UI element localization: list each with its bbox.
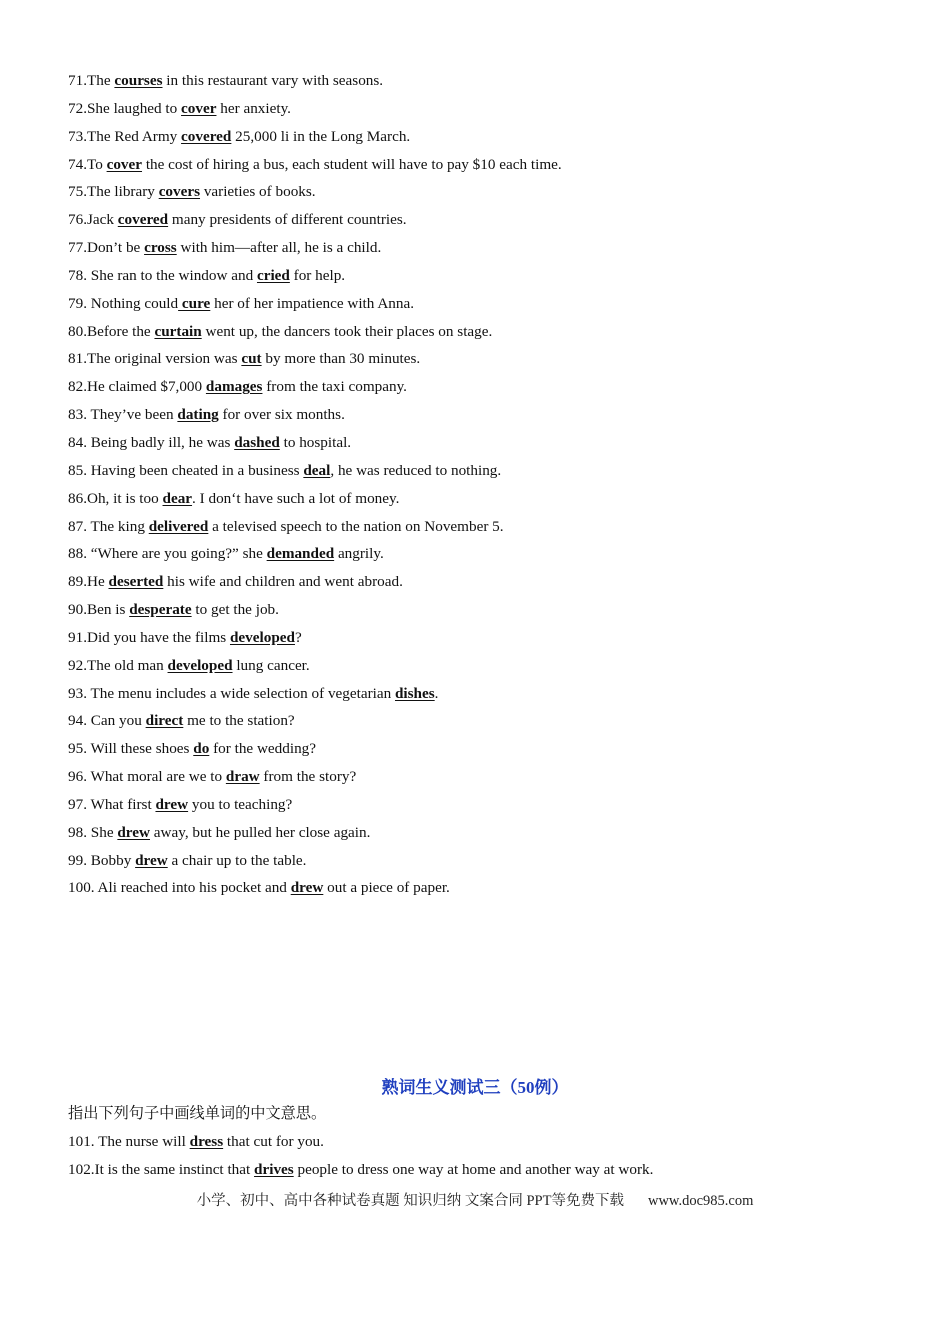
sentence-text: me to the station? [183,712,295,730]
sentence-line [68,98,908,126]
sentence-text: 72.She laughed to [68,99,182,117]
sentence-text: went up, the dancers took their places on stage. [201,322,493,340]
sentence-text: to hospital. [279,433,352,451]
sentence-line [68,376,908,404]
sentence-text: . I don‘t have such a lot of money. [192,489,400,507]
sentence-line [68,850,908,878]
sentence-line [68,209,908,237]
sentence-line [68,766,908,794]
underlined-keyword: drew [117,823,150,841]
underlined-keyword: covered [117,211,169,229]
sentence-text: angrily. [334,545,384,563]
sentence-line [68,404,908,432]
underlined-keyword: dear [162,489,193,507]
sentence-text: 79. Nothing could [68,294,179,312]
sentence-text: that cut for you. [223,1132,324,1150]
sentence-text: from the taxi company. [262,378,407,396]
sentence-line [68,738,908,766]
sentence-text: 101. The nurse will [68,1132,190,1150]
underlined-keyword: cure [178,294,211,312]
underlined-keyword: delivered [148,517,209,535]
sentence-line [68,460,908,488]
sentence-text: 71.The [68,72,115,89]
sentence-text: people to dress one way at home and another way at work. [293,1160,654,1178]
sentence-text: . [434,684,439,702]
underlined-keyword: damages [205,378,263,396]
underlined-keyword: dating [177,406,219,424]
sentence-text: to get the job. [191,601,279,619]
sentence-text: 75.The library [68,183,159,201]
sentence-text: 76.Jack [68,211,118,229]
sentence-text: 94. Can you [68,712,146,730]
underlined-keyword: cried [256,266,290,284]
sentence-line [68,265,908,293]
sentence-line [68,70,908,98]
sentence-line [68,1131,908,1159]
underlined-keyword: courses [114,72,163,89]
sentence-line [68,516,908,544]
instruction-text: 指出下列句子中画线单词的中文意思。 [68,1105,327,1122]
sentence-line [68,432,908,460]
sentence-line [68,571,908,599]
sentence-line [68,627,908,655]
sentence-text: 25,000 li in the Long March. [231,127,411,145]
underlined-keyword: dashed [234,433,280,451]
sentence-line [68,543,908,571]
sentence-line [68,683,908,711]
sentence-text: lung cancer. [232,656,310,674]
sentence-line [68,710,908,738]
underlined-keyword: deserted [108,573,164,591]
sentence-text: 98. She [68,823,118,841]
sentence-text: you to teaching? [188,795,293,813]
sentence-text: 91.Did you have the films [68,628,230,646]
sentence-text: by more than 30 minutes. [261,350,421,368]
sentence-text: from the story? [259,768,357,786]
footer-text: 小学、初中、高中各种试卷真题 知识归纳 文案合同 PPT等免费下载 [196,1193,624,1209]
underlined-keyword: drew [135,851,168,869]
underlined-keyword: deal [303,461,331,479]
sentence-line [68,1159,908,1187]
sentence-line [68,488,908,516]
sentence-text: 74.To [68,155,107,173]
underlined-keyword: cross [144,239,177,257]
footer-url: www.doc985.com [647,1193,754,1209]
footer [0,1191,950,1211]
underlined-keyword: drew [290,879,324,897]
sentence-text: 90.Ben is [68,601,130,619]
sentence-text: her of her impatience with Anna. [210,294,415,312]
sentence-line [68,599,908,627]
sentence-text: with him—after all, he is a child. [176,239,382,257]
sentence-line [68,348,908,376]
sentence-text: 86.Oh, it is too [68,489,163,507]
sentence-text: 87. The king [68,517,149,535]
sentence-line [68,794,908,822]
sentence-text: 102.It is the same instinct that [68,1160,255,1178]
sentence-text: 73.The Red Army [68,127,182,145]
sentence-text: 92.The old man [68,656,168,674]
sentence-text: 84. Being badly ill, he was [68,433,235,451]
sentence-text: 77.Don’t be [68,239,145,257]
sentence-list [68,70,908,905]
underlined-keyword: drew [155,795,189,813]
underlined-keyword: cover [181,99,217,117]
sentence-text: for over six months. [218,406,345,424]
sentence-list-2 [68,1103,908,1187]
sentence-text: a chair up to the table. [167,851,307,869]
sentence-line [68,655,908,683]
underlined-keyword: developed [167,656,233,674]
sentence-text: 88. “Where are you going?” she [68,545,267,563]
sentence-text: varieties of books. [200,183,316,201]
sentence-line [68,321,908,349]
underlined-keyword: curtain [154,322,202,340]
underlined-keyword: demanded [266,545,335,563]
sentence-text: his wife and children and went abroad. [163,573,403,591]
sentence-text: , he was reduced to nothing. [330,461,502,479]
sentence-text: ? [294,628,302,646]
sentence-text: a televised speech to the nation on November 5. [208,517,504,535]
sentence-line [68,237,908,265]
underlined-keyword: dishes [394,684,435,702]
sentence-text: 89.He [68,573,109,591]
sentence-line [68,822,908,850]
sentence-text: away, but he pulled her close again. [149,823,371,841]
sentence-text: the cost of hiring a bus, each student will have to pay $10 each time. [142,155,562,173]
sentence-text: 78. She ran to the window and [68,266,257,284]
underlined-keyword: do [193,740,210,758]
sentence-line [68,877,908,905]
sentence-text: 80.Before the [68,322,155,340]
underlined-keyword: cut [241,350,262,368]
underlined-keyword: direct [145,712,184,730]
sentence-text: 96. What moral are we to [68,768,226,786]
sentence-text: 82.He claimed $7,000 [68,378,206,396]
underlined-keyword: covers [158,183,201,201]
underlined-keyword: dress [189,1132,224,1150]
sentence-text: in this restaurant vary with seasons. [162,72,384,89]
sentence-text: 97. What first [68,795,156,813]
sentence-text: many presidents of different countries. [168,211,407,229]
underlined-keyword: draw [225,768,260,786]
sentence-text: 85. Having been cheated in a business [68,461,304,479]
sentence-text: for the wedding? [209,740,316,758]
sentence-text: 99. Bobby [68,851,136,869]
underlined-keyword: cover [106,155,143,173]
sentence-text: 83. They’ve been [68,406,178,424]
section-title: 熟词生义测试三（50例） [381,1078,569,1097]
sentence-line [68,181,908,209]
underlined-keyword: drives [254,1160,294,1178]
sentence-text: 93. The menu includes a wide selection of vegetarian [68,684,395,702]
sentence-text: for help. [289,266,346,284]
sentence-text: 95. Will these shoes [68,740,194,758]
underlined-keyword: developed [229,628,295,646]
underlined-keyword: covered [181,127,232,145]
sentence-text: 81.The original version was [68,350,242,368]
underlined-keyword: desperate [129,601,192,619]
sentence-line [68,293,908,321]
sentence-line [68,126,908,154]
sentence-text: out a piece of paper. [323,879,450,897]
sentence-text: 100. Ali reached into his pocket and [68,879,291,897]
sentence-text: her anxiety. [216,99,291,117]
sentence-line [68,154,908,182]
